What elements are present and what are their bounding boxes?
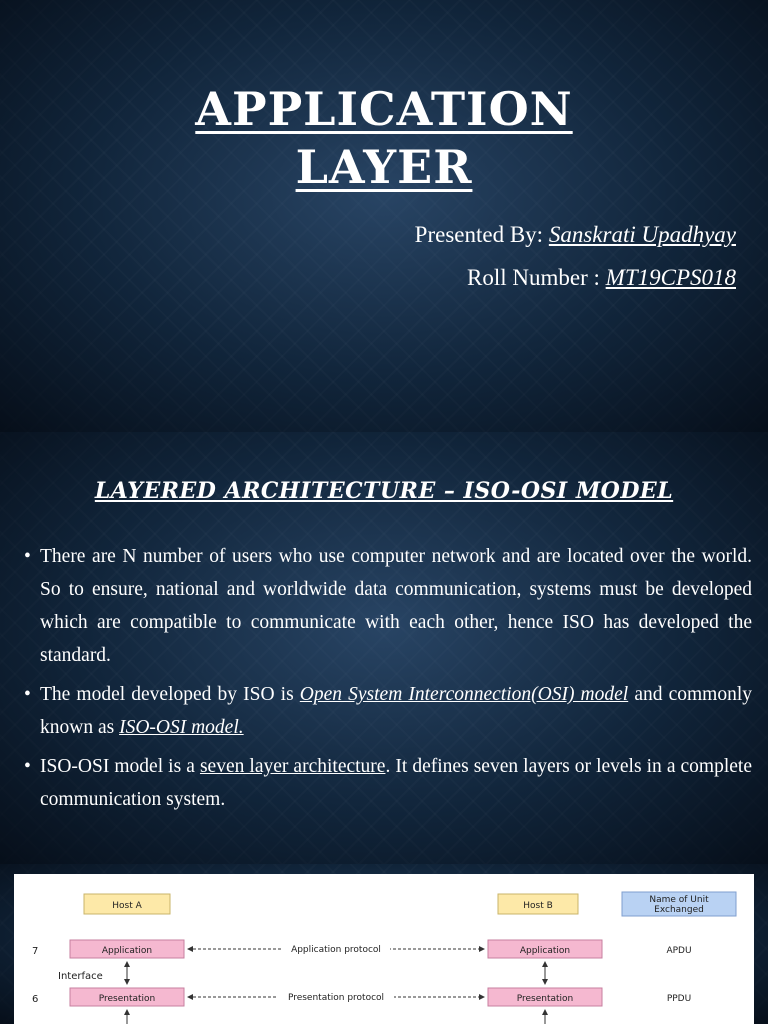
bullet-text: and commonly known as — [40, 684, 752, 738]
unit-header-line-1: Name of Unit — [649, 895, 709, 905]
seven-layer-link[interactable]: seven layer architecture — [199, 756, 386, 777]
presenter-name: Sanskrati Upadhyay — [548, 222, 736, 247]
diagram-slide — [0, 864, 768, 1024]
interface-label: Interface — [58, 971, 103, 982]
host-b-label: Host B — [523, 901, 553, 911]
unit-name: APDU — [666, 946, 692, 956]
layer-name-host-a: Application — [101, 946, 153, 956]
title-line-1: APPLICATION — [195, 82, 573, 136]
roll-number-label: Roll Number : — [467, 265, 606, 290]
title-slide — [0, 0, 768, 432]
bullet-text: . It defines seven layers or levels in a complete communication system. — [40, 756, 752, 810]
host-a-label: Host A — [112, 901, 142, 911]
osi-model-link[interactable]: Open System Interconnection(OSI) model — [299, 684, 629, 705]
iso-osi-model-link[interactable]: ISO-OSI model. — [119, 717, 244, 738]
unit-header-line-2: Exchanged — [654, 905, 704, 915]
osi-diagram-svg — [14, 874, 754, 1024]
bullet-item — [24, 540, 752, 672]
roll-number-value: MT19CPS018 — [605, 265, 736, 290]
bullet-item — [24, 750, 752, 816]
layer-number: 6 — [32, 994, 39, 1005]
layer-name-host-a: Presentation — [98, 994, 156, 1004]
unit-name: PPDU — [666, 994, 692, 1004]
protocol-label: Application protocol — [291, 945, 381, 955]
slide-heading: LAYERED ARCHITECTURE – ISO-OSI MODEL — [94, 478, 674, 504]
content-slide — [0, 432, 768, 864]
presenter-line — [415, 222, 736, 248]
layer-name-host-b: Application — [519, 946, 571, 956]
bullet-text: ISO-OSI model is a — [40, 756, 200, 777]
layer-number: 7 — [32, 946, 39, 957]
presented-by-label: Presented By: — [414, 222, 549, 247]
layer-name-host-b: Presentation — [516, 994, 574, 1004]
bullet-text: There are N number of users who use computer network and are located over the world. So to ensure, national and worldwide data communication, systems must be developed which are compatible to communicate with each other, hence ISO has developed the standard. — [40, 546, 752, 666]
roll-number-line — [467, 265, 736, 291]
bullet-text: The model developed by ISO is — [40, 684, 300, 705]
bullet-item — [24, 678, 752, 744]
protocol-label: Presentation protocol — [287, 993, 385, 1003]
osi-diagram — [14, 874, 754, 1024]
slide-title — [0, 80, 768, 196]
title-line-2: LAYER — [295, 140, 473, 194]
bullet-list — [24, 540, 752, 822]
